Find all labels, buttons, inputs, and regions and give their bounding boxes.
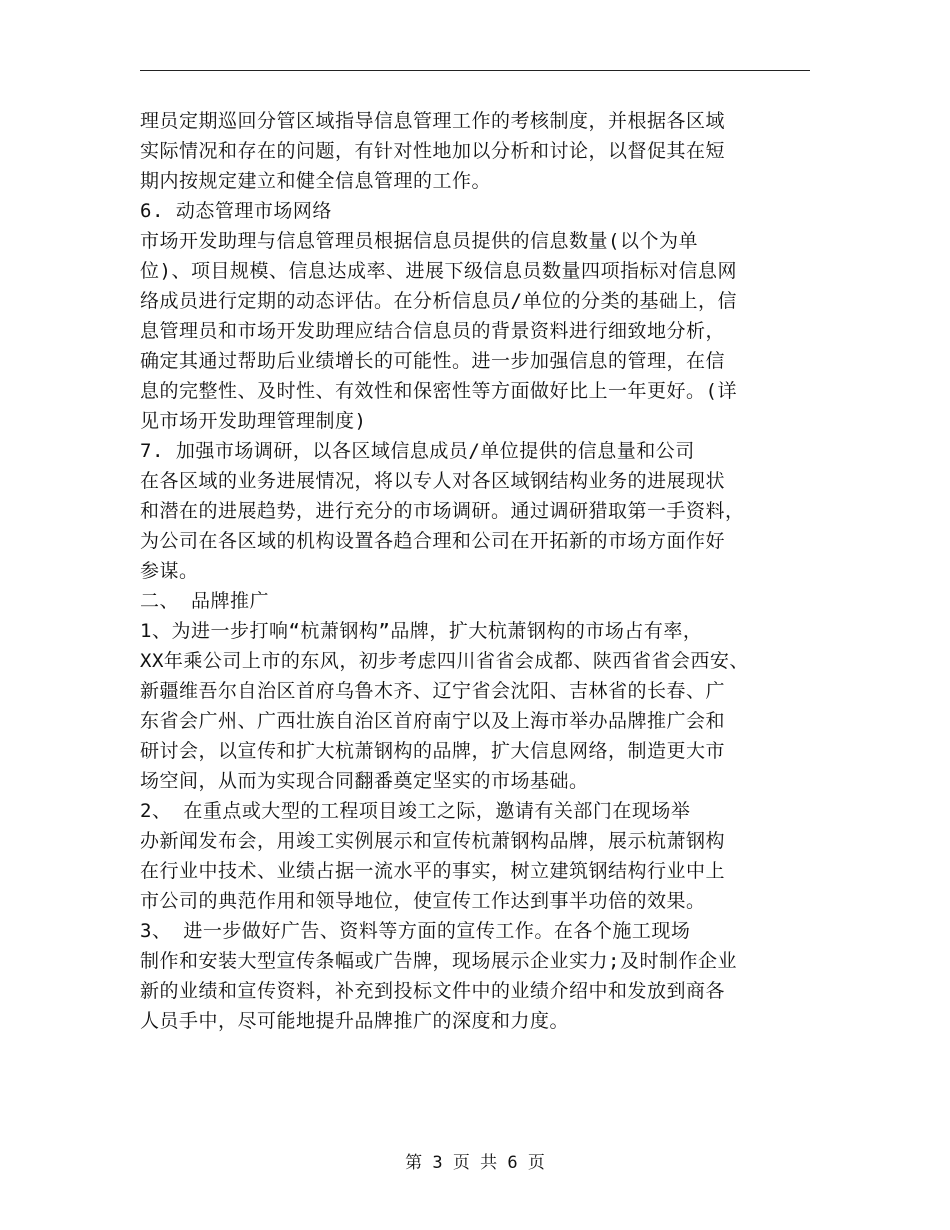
text-line: 2、 在重点或大型的工程项目竣工之际，邀请有关部门在现场举 — [140, 800, 691, 822]
text-line: 和潜在的进展趋势，进行充分的市场调研。通过调研猎取第一手资料， — [140, 500, 745, 522]
text-line: 息管理员和市场开发助理应结合信息员的背景资料进行细致地分析， — [140, 320, 726, 342]
text-line: 制作和安装大型宣传条幅或广告牌，现场展示企业实力;及时制作企业 — [140, 950, 737, 972]
text-line: 新的业绩和宣传资料，补充到投标文件中的业绩介绍中和发放到商各 — [140, 980, 726, 1002]
text-line: 新疆维吾尔自治区首府乌鲁木齐、辽宁省会沈阳、吉林省的长春、广 — [140, 680, 726, 702]
section-heading-brand: 二、 品牌推广 — [140, 590, 269, 612]
text-line: 在各区域的业务进展情况，将以专人对各区域钢结构业务的进展现状 — [140, 470, 726, 492]
text-line: 络成员进行定期的动态评估。在分析信息员/单位的分类的基础上，信 — [140, 290, 737, 312]
text-line: 7. 加强市场调研，以各区域信息成员/单位提供的信息量和公司 — [140, 440, 695, 462]
text-line: 理员定期巡回分管区域指导信息管理工作的考核制度，并根据各区域 — [140, 110, 726, 132]
text-line: 东省会广州、广西壮族自治区首府南宁以及上海市举办品牌推广会和 — [140, 710, 726, 732]
text-line: XX年乘公司上市的东风，初步考虑四川省省会成都、陕西省省会西安、 — [140, 650, 749, 672]
text-line: 见市场开发助理管理制度) — [140, 410, 367, 432]
text-line: 市场开发助理与信息管理员根据信息员提供的信息数量(以个为单 — [140, 230, 698, 252]
text-line: 确定其通过帮助后业绩增长的可能性。进一步加强信息的管理，在信 — [140, 350, 726, 372]
document-body — [140, 106, 820, 1036]
text-line: 期内按规定建立和健全信息管理的工作。 — [140, 170, 492, 192]
text-line: 参谋。 — [140, 560, 199, 582]
text-line: 位)、项目规模、信息达成率、进展下级信息员数量四项指标对信息网 — [140, 260, 737, 282]
text-line: 息的完整性、及时性、有效性和保密性等方面做好比上一年更好。(详 — [140, 380, 737, 402]
section-heading-6: 6. 动态管理市场网络 — [140, 200, 332, 222]
text-line: 3、 进一步做好广告、资料等方面的宣传工作。在各个施工现场 — [140, 920, 691, 942]
text-line: 场空间，从而为实现合同翻番奠定坚实的市场基础。 — [140, 770, 589, 792]
text-line: 在行业中技术、业绩占据一流水平的事实，树立建筑钢结构行业中上 — [140, 860, 726, 882]
header-rule — [140, 70, 810, 71]
text-line: 研讨会，以宣传和扩大杭萧钢构的品牌，扩大信息网络，制造更大市 — [140, 740, 726, 762]
text-line: 为公司在各区域的机构设置各趋合理和公司在开拓新的市场方面作好 — [140, 530, 726, 552]
text-line: 实际情况和存在的问题，有针对性地加以分析和讨论，以督促其在短 — [140, 140, 726, 162]
text-line: 办新闻发布会，用竣工实例展示和宣传杭萧钢构品牌，展示杭萧钢构 — [140, 830, 726, 852]
text-line: 市公司的典范作用和领导地位，使宣传工作达到事半功倍的效果。 — [140, 890, 706, 912]
text-line: 人员手中，尽可能地提升品牌推广的深度和力度。 — [140, 1010, 570, 1032]
text-line: 1、为进一步打响“杭萧钢构”品牌，扩大杭萧钢构的市场占有率， — [140, 620, 703, 642]
page-footer: 第 3 页 共 6 页 — [405, 1153, 545, 1173]
